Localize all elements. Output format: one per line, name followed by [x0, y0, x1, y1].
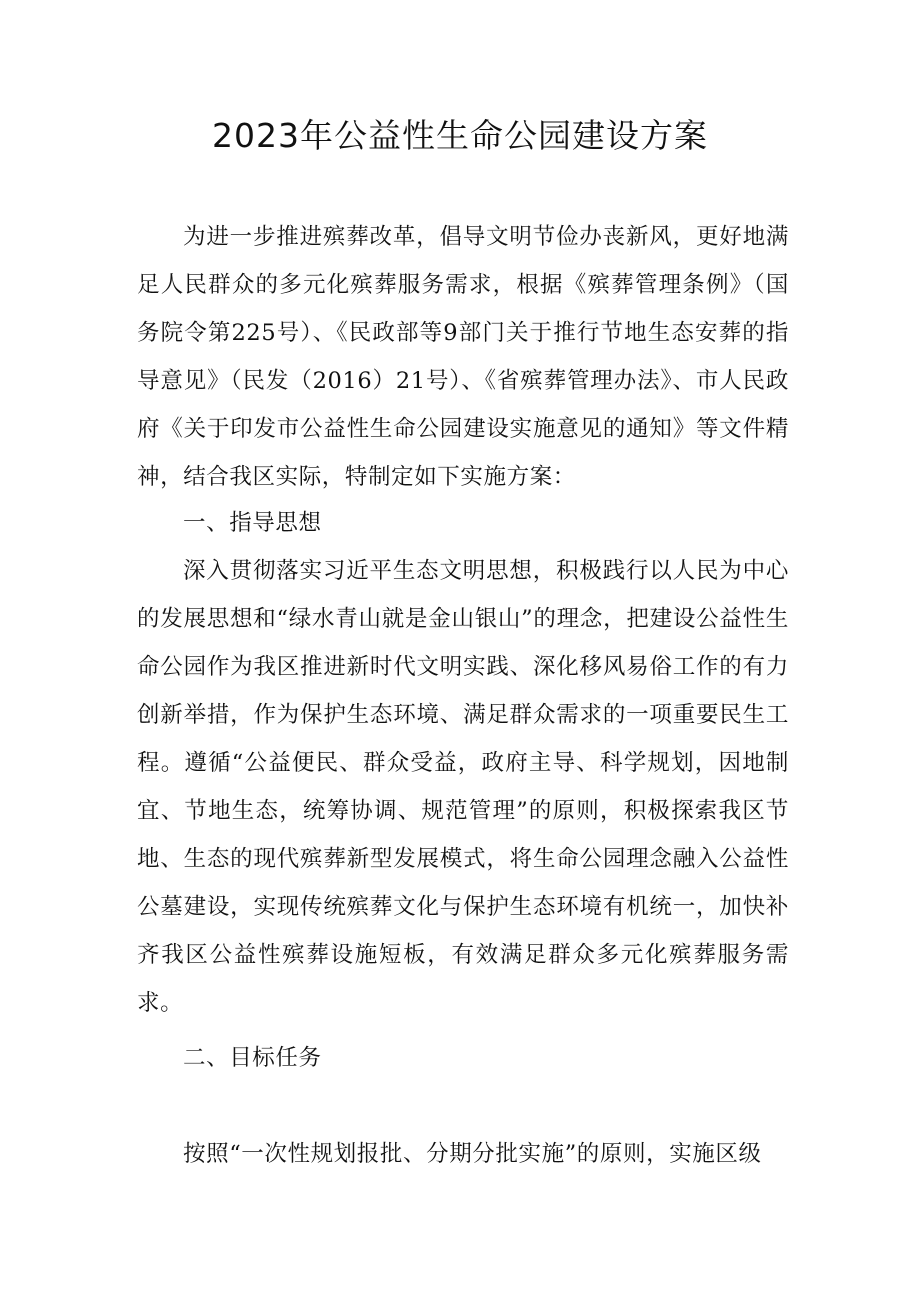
section-heading-guiding-thought: 一、指导思想 — [183, 510, 322, 536]
section-heading-goals-tasks: 二、目标任务 — [183, 1045, 322, 1071]
section-body-goals-tasks: 按照“一次性规划报批、分期分批实施”的原则，实施区级 — [183, 1141, 762, 1167]
intro-paragraph: 为进一步推进殡葬改革，倡导文明节俭办丧新风，更好地满足人民群众的多元化殡葬服务需求，根据《殡葬管理条例》（国务院令第225号）、《民政部等9部门关于推行节地生态安葬的指导意见》（民发（2016）21号）、《省殡葬管理办法》、市人民政府《关于印发市公益性生命公园建设实施意见的通知》等文件精神，结合我区实际，特制定如下实施方案： — [137, 224, 789, 490]
section-body-guiding-thought: 深入贯彻落实习近平生态文明思想，积极践行以人民为中心的发展思想和“绿水青山就是金山银山”的理念，把建设公益性生命公园作为我区推进新时代文明实践、深化移风易俗工作的有力创新举措，作为保护生态环境、满足群众需求的一项重要民生工程。遵循“公益便民、群众受益，政府主导、科学规划，因地制宜、节地生态，统筹协调、规范管理”的原则，积极探索我区节地、生态的现代殡葬新型发展模式，将生命公园理念融入公益性公墓建设，实现传统殡葬文化与保护生态环境有机统一，加快补齐我区公益性殡葬设施短板，有效满足群众多元化殡葬服务需求。 — [137, 558, 789, 1016]
document-title: 2023年公益性生命公园建设方案 — [212, 116, 708, 155]
